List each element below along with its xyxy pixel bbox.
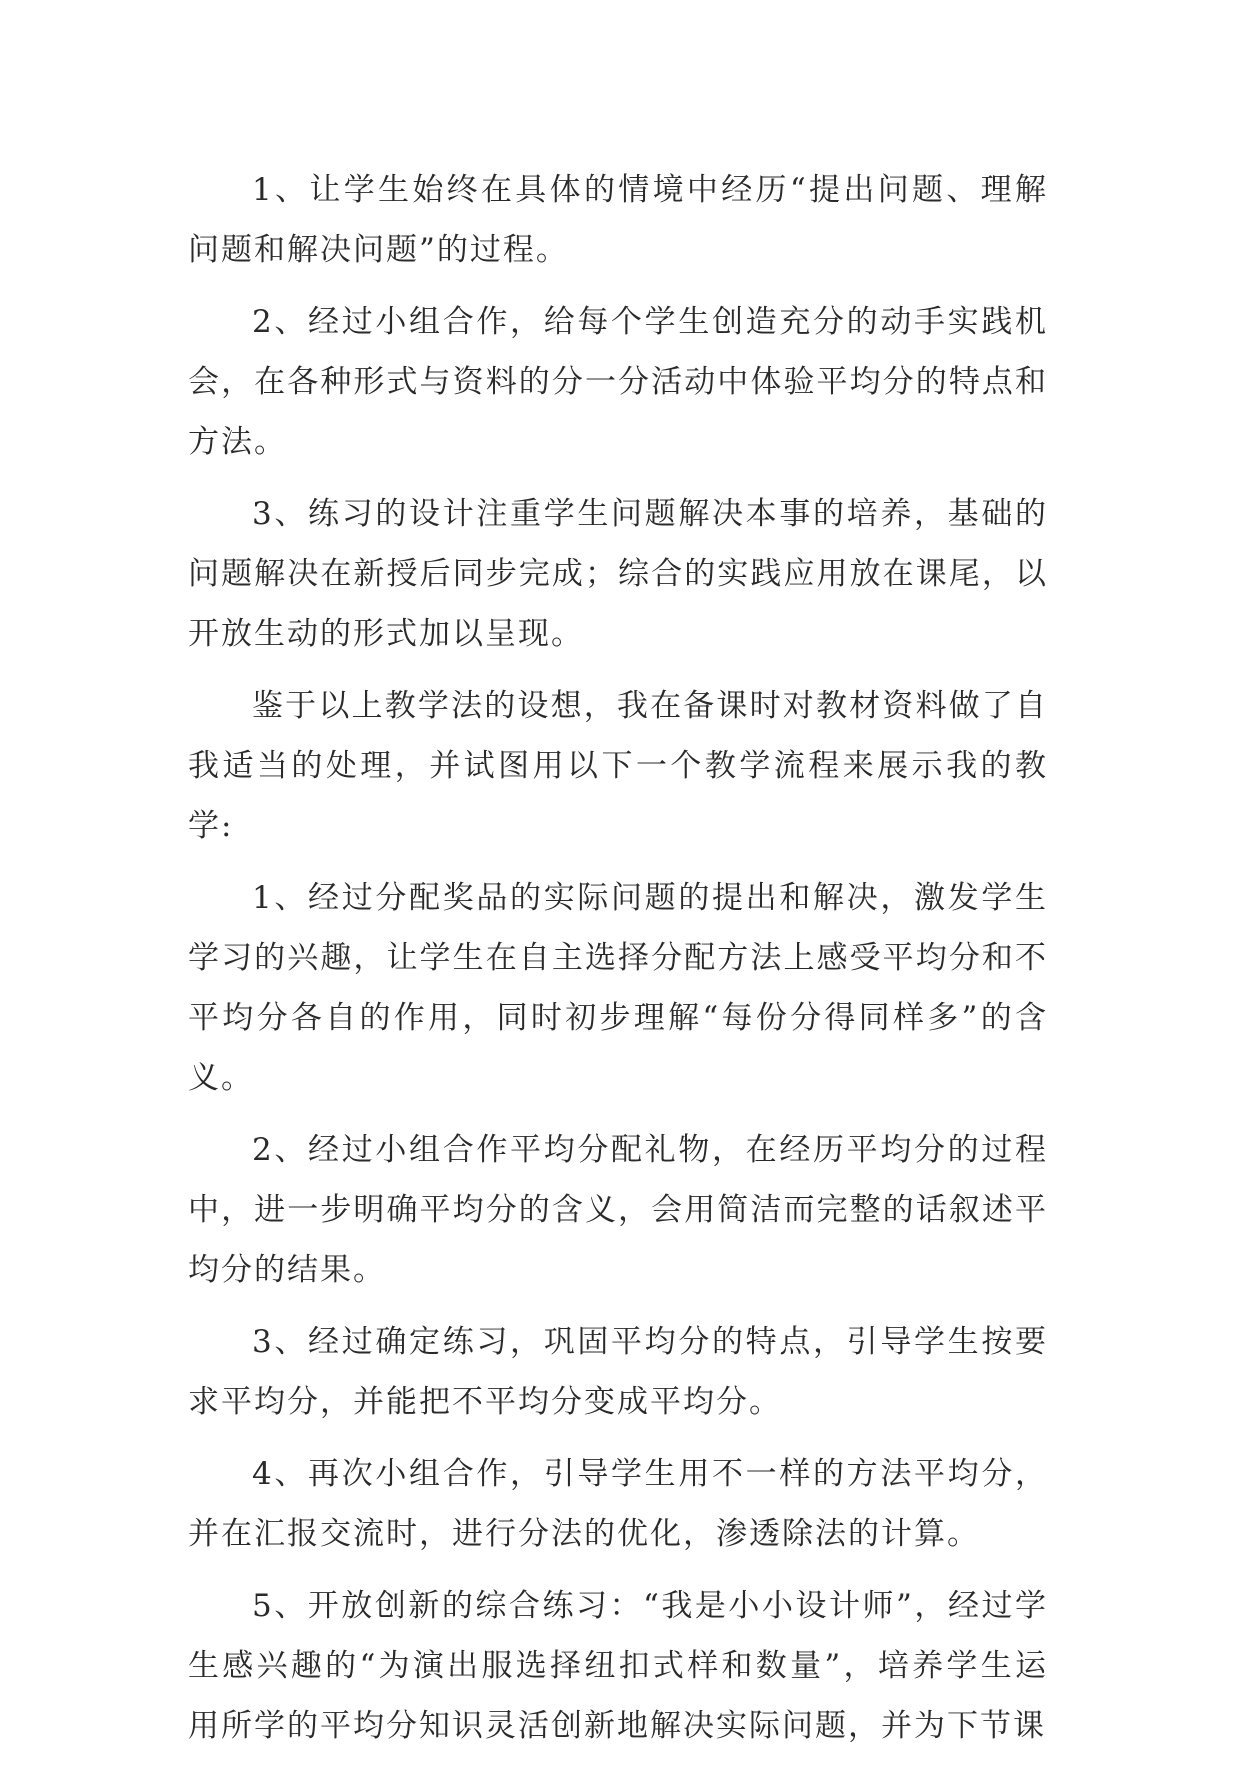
paragraph-intro-flow: 鉴于以上教学法的设想，我在备课时对教材资料做了自我适当的处理，并试图用以下一个教学流程来展示我的教学: — [188, 688, 1048, 844]
paragraph-goal-3: 3、练习的设计注重学生问题解决本事的培养，基础的问题解决在新授后同步完成；综合的实践应用放在课尾，以开放生动的形式加以呈现。 — [188, 496, 1048, 652]
paragraph-flow-4: 4、再次小组合作，引导学生用不一样的方法平均分，并在汇报交流时，进行分法的优化，渗透除法的计算。 — [188, 1456, 1048, 1552]
paragraph-flow-1: 1、经过分配奖品的实际问题的提出和解决，激发学生学习的兴趣，让学生在自主选择分配方法上感受平均分和不平均分各自的作用，同时初步理解“每份分得同样多”的含义。 — [188, 880, 1048, 1096]
paragraph-flow-5: 5、开放创新的综合练习：“我是小小设计师”，经过学生感兴趣的“为演出服选择纽扣式样和数量”，培养学生运用所学的平均分知识灵活创新地解决实际问题，并为下节课 — [188, 1588, 1048, 1744]
paragraph-flow-2: 2、经过小组合作平均分配礼物，在经历平均分的过程中，进一步明确平均分的含义，会用简洁而完整的话叙述平均分的结果。 — [188, 1132, 1048, 1288]
paragraph-goal-2: 2、经过小组合作，给每个学生创造充分的动手实践机会，在各种形式与资料的分一分活动中体验平均分的特点和方法。 — [188, 304, 1048, 460]
paragraph-flow-3: 3、经过确定练习，巩固平均分的特点，引导学生按要求平均分，并能把不平均分变成平均分。 — [188, 1324, 1048, 1420]
paragraph-goal-1: 1、让学生始终在具体的情境中经历“提出问题、理解问题和解决问题”的过程。 — [188, 172, 1048, 268]
document-body — [188, 160, 1048, 1768]
